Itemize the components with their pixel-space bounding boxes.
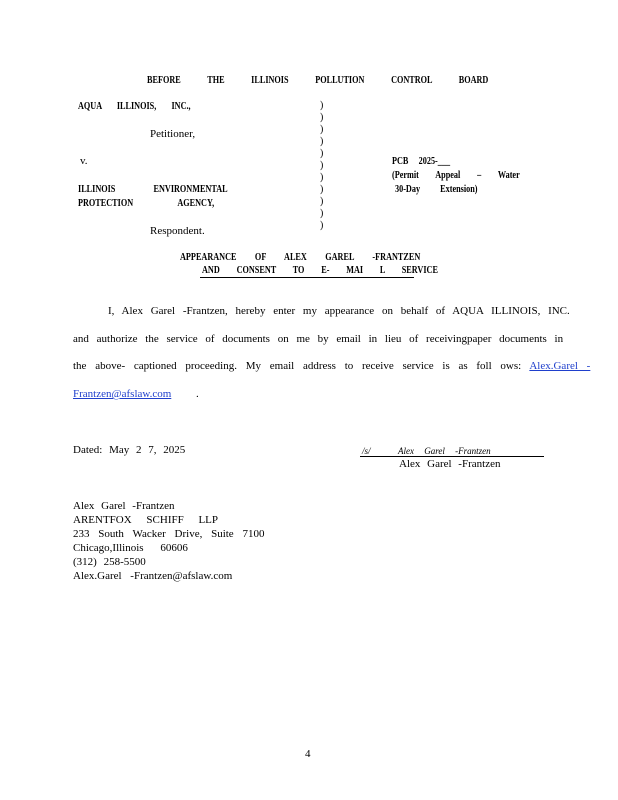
respondent-line2: PROTECTION AGENCY, — [78, 198, 215, 209]
caption-paren: ) — [320, 100, 324, 111]
dated-line: Dated: May 2 7, 2025 — [73, 444, 186, 456]
case-number: PCB 2025-___ — [392, 156, 451, 167]
body-line2: and authorize the service of documents on me by email in lieu of receivingpaper documents in — [73, 333, 564, 345]
page-number: 4 — [305, 748, 311, 760]
caption-paren: ) — [320, 112, 324, 123]
body-line1: I, Alex Garel -Frantzen, hereby enter my appearance on behalf of AQUA ILLINOIS, INC. — [108, 305, 570, 317]
signature-s-mark: /s/ — [362, 446, 371, 456]
address-phone: (312) 258-5500 — [73, 556, 146, 568]
caption-paren: ) — [320, 136, 324, 147]
address-firm: ARENTFOX SCHIFF LLP — [73, 514, 219, 526]
signature-line — [360, 456, 544, 457]
body-line3-text: the above- captioned proceeding. My email address to receive service is as foll ows: — [73, 360, 522, 372]
caption-paren: ) — [320, 160, 324, 171]
caption-paren: ) — [320, 196, 324, 207]
address-city: Chicago,Illinois 60606 — [73, 542, 188, 554]
respondent-line1: ILLINOIS ENVIRONMENTAL — [78, 184, 228, 195]
signature-s-name: Alex Garel -Frantzen — [398, 446, 491, 456]
address-email: Alex.Garel -Frantzen@afslaw.com — [73, 570, 233, 582]
address-name: Alex Garel -Frantzen — [73, 500, 175, 512]
caption-paren: ) — [320, 184, 324, 195]
body-period: . — [196, 388, 199, 400]
caption-paren: ) — [320, 208, 324, 219]
caption-paren: ) — [320, 124, 324, 135]
versus: v. — [80, 155, 88, 167]
doc-title-underline — [200, 277, 414, 278]
address-street: 233 South Wacker Drive, Suite 7100 — [73, 528, 265, 540]
email-link-part1[interactable]: Alex.Garel - — [529, 360, 591, 372]
email-link-part2[interactable]: Frantzen@afslaw.com — [73, 388, 172, 400]
respondent-role: Respondent. — [150, 225, 205, 237]
petitioner-name: AQUA ILLINOIS, INC., — [78, 101, 191, 112]
doc-title-line1: APPEARANCE OF ALEX GAREL -FRANTZEN — [180, 252, 421, 263]
doc-title-line2: AND CONSENT TO E- MAI L SERVICE — [202, 265, 438, 276]
body-line4 — [73, 388, 199, 400]
caption-paren: ) — [320, 148, 324, 159]
case-description-line2: 30-Day Extension) — [395, 184, 478, 195]
caption-parentheses — [320, 100, 323, 232]
body-line3 — [73, 360, 590, 372]
caption-paren: ) — [320, 172, 324, 183]
signature-printed-name: Alex Garel -Frantzen — [399, 458, 501, 470]
board-title: BEFORE THE ILLINOIS POLLUTION CONTROL BOARD — [147, 75, 489, 86]
petitioner-role: Petitioner, — [150, 128, 196, 140]
case-description-line1: (Permit Appeal – Water — [392, 170, 520, 181]
caption-paren: ) — [320, 220, 324, 231]
